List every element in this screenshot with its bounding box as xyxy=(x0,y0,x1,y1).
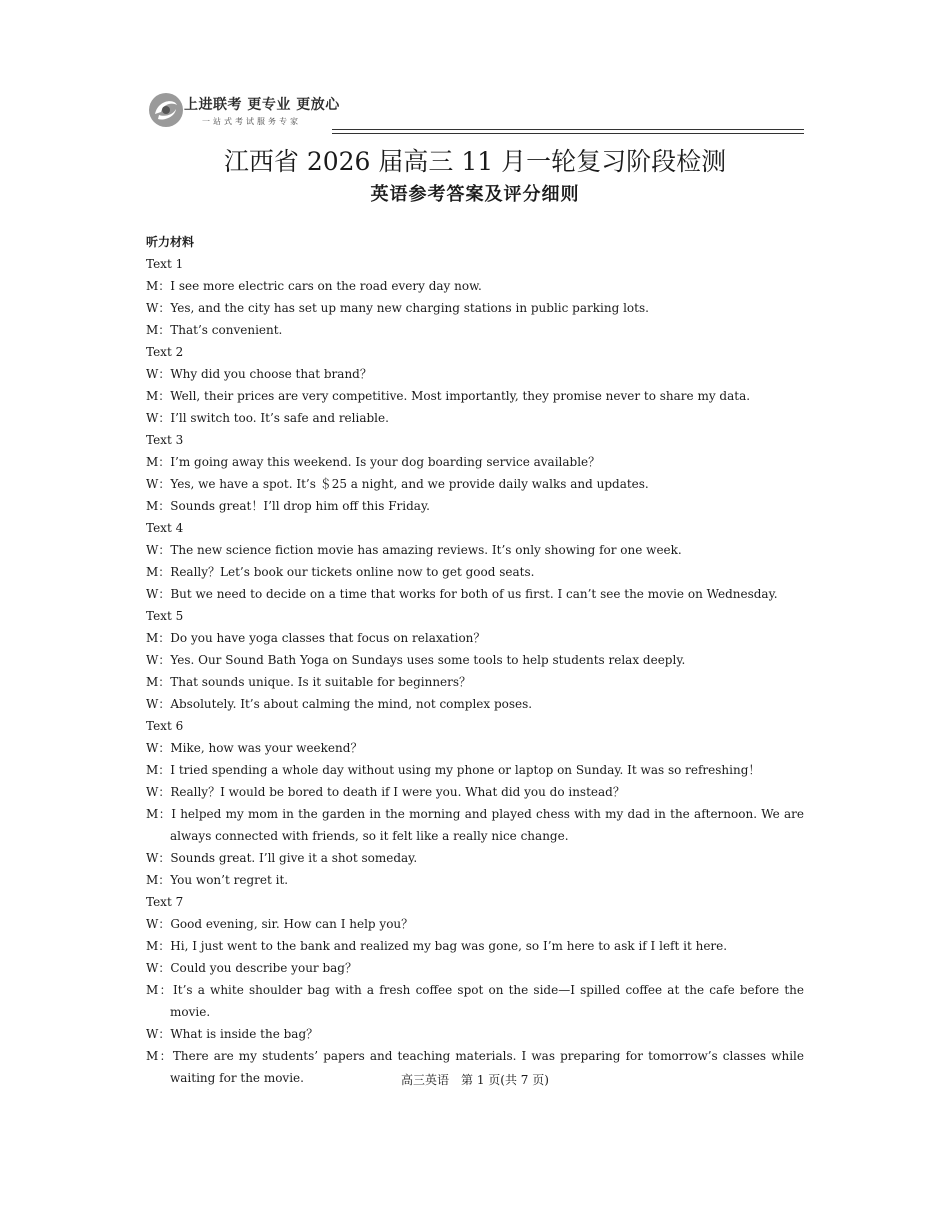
dialogue-line: M：I see more electric cars on the road every day now. xyxy=(146,279,482,293)
header-rule-thick xyxy=(332,129,804,130)
page-footer: 高三英语 第 1 页(共 7 页) xyxy=(401,1073,549,1087)
dialogue-line: M：There are my students’ papers and teaching materials. I was preparing for tomorrow’s classes while waiting for the movie. xyxy=(146,1049,804,1085)
dialogue-line: W：What is inside the bag？ xyxy=(146,1027,319,1041)
dialogue-line: M：Really？Let’s book our tickets online now to get good seats. xyxy=(146,565,535,579)
section-title: 听力材料 xyxy=(146,235,195,249)
listening-material xyxy=(146,231,804,1089)
dialogue-line: M：That sounds unique. Is it suitable for beginners？ xyxy=(146,675,472,689)
dialogue-line: M：It’s a white shoulder bag with a fresh coffee spot on the side—I spilled coffee at the cafe before the movie. xyxy=(146,983,804,1019)
dialogue-line: W：Why did you choose that brand？ xyxy=(146,367,372,381)
dialogue-line: M：I helped my mom in the garden in the morning and played chess with my dad in the afternoon. We are always connected with friends, so it felt like a really nice change. xyxy=(146,807,804,843)
text-heading: Text 1 xyxy=(146,257,184,271)
logo-slogan: 上进联考 更专业 更放心 xyxy=(184,97,340,113)
text-heading: Text 3 xyxy=(146,433,184,447)
dialogue-line: W：Mike, how was your weekend？ xyxy=(146,741,363,755)
dialogue-line: W：Yes, and the city has set up many new charging stations in public parking lots. xyxy=(146,301,649,315)
text-heading: Text 2 xyxy=(146,345,184,359)
dialogue-line: M：That’s convenient. xyxy=(146,323,283,337)
dialogue-line: W：The new science fiction movie has amazing reviews. It’s only showing for one week. xyxy=(146,543,682,557)
page-title: 江西省 2026 届高三 11 月一轮复习阶段检测 xyxy=(223,147,727,176)
dialogue-line: W：Yes, we have a spot. It’s ＄25 a night, and we provide daily walks and updates. xyxy=(146,477,649,491)
dialogue-line: M：You won’t regret it. xyxy=(146,873,289,887)
dialogue-line: M：Hi, I just went to the bank and realized my bag was gone, so I’m here to ask if I left it here. xyxy=(146,939,728,953)
dialogue-line: M：I tried spending a whole day without using my phone or laptop on Sunday. It was so refreshing！ xyxy=(146,763,761,777)
dialogue-line: W：Really？I would be bored to death if I were you. What did you do instead？ xyxy=(146,785,625,799)
logo-tagline: 一站式考试服务专家 xyxy=(202,117,301,126)
logo-icon xyxy=(146,90,186,130)
header xyxy=(146,88,804,136)
text-heading: Text 4 xyxy=(146,521,184,535)
header-rule-thin xyxy=(332,133,804,134)
text-heading: Text 6 xyxy=(146,719,184,733)
dialogue-line: W：Could you describe your bag？ xyxy=(146,961,357,975)
dialogue-line: W：Good evening, sir. How can I help you？ xyxy=(146,917,414,931)
dialogue-line: M：I’m going away this weekend. Is your dog boarding service available？ xyxy=(146,455,601,469)
dialogue-line: W：But we need to decide on a time that works for both of us first. I can’t see the movie on Wednesday. xyxy=(146,587,778,601)
text-heading: Text 5 xyxy=(146,609,184,623)
dialogue-line: W：Sounds great. I’ll give it a shot someday. xyxy=(146,851,418,865)
dialogue-line: M：Do you have yoga classes that focus on relaxation？ xyxy=(146,631,486,645)
dialogue-line: W：Yes. Our Sound Bath Yoga on Sundays uses some tools to help students relax deeply. xyxy=(146,653,686,667)
dialogue-line: W：I’ll switch too. It’s safe and reliable. xyxy=(146,411,389,425)
dialogue-line: M：Sounds great！I’ll drop him off this Friday. xyxy=(146,499,430,513)
text-heading: Text 7 xyxy=(146,895,184,909)
dialogue-line: M：Well, their prices are very competitive. Most importantly, they promise never to share my data. xyxy=(146,389,751,403)
transcript-lines xyxy=(146,253,804,1089)
dialogue-line: W：Absolutely. It’s about calming the mind, not complex poses. xyxy=(146,697,533,711)
page-subtitle: 英语参考答案及评分细则 xyxy=(370,184,580,205)
